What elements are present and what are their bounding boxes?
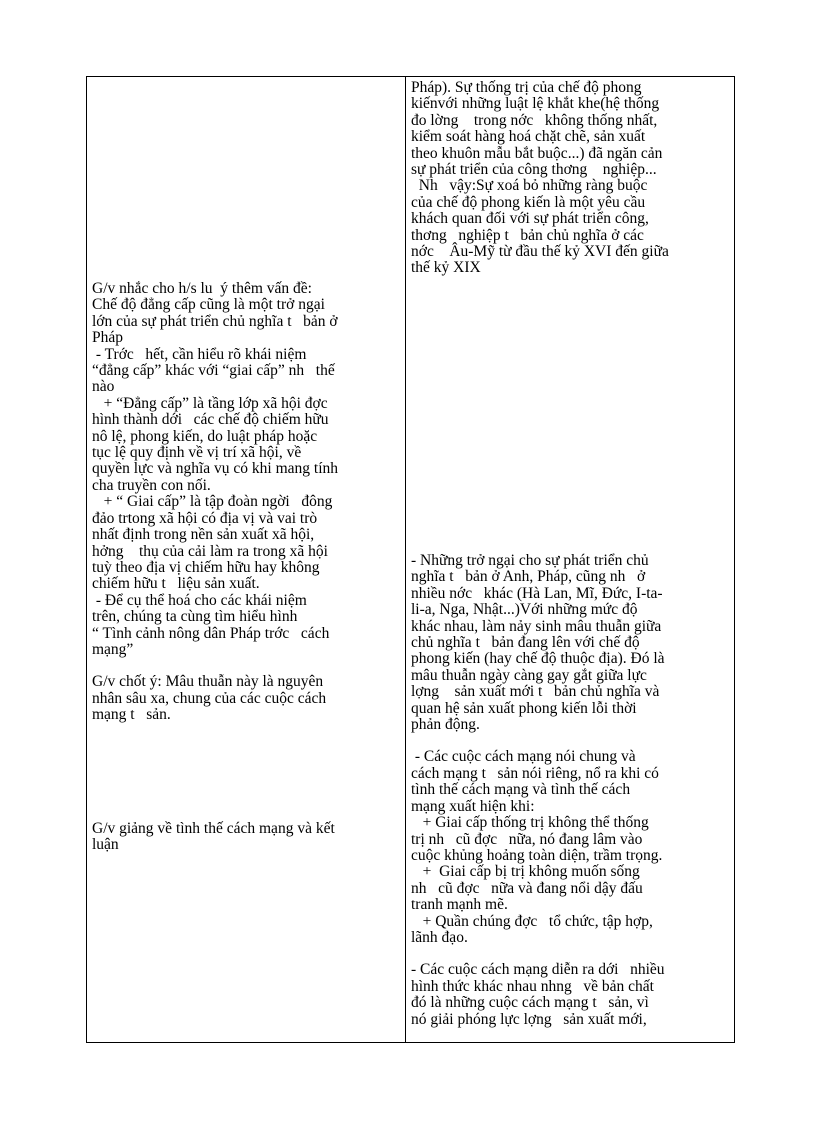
text-line: chủ nghĩa t bản đang lên với chế độ: [411, 634, 640, 652]
text-line: mạng t sản.: [92, 706, 171, 724]
blank-line: [92, 658, 400, 674]
text-line: trên, chúng ta cùng tìm hiểu hình: [92, 608, 298, 626]
text-line: sự phát triển của công thơng nghiệp...: [411, 161, 657, 179]
text-line: thơng nghiệp t bản chủ nghĩa ở các: [411, 226, 644, 244]
text-line: Nh vậy:Sự xoá bỏ những ràng buộc: [411, 177, 648, 195]
text-line: quan hệ sản xuất phong kiến lỗi thời: [411, 699, 637, 717]
text-line: tranh mạnh mẽ.: [411, 896, 508, 914]
text-line: lãnh đạo.: [411, 928, 468, 946]
text-line: hình thức khác nhau nhng về bản chất: [411, 977, 654, 995]
text-line: - Trớc hết, cần hiểu rõ khái niệm: [92, 345, 307, 363]
text-line: + Giai cấp thống trị không thể thống: [411, 814, 649, 832]
right-block-contradiction-situation: [411, 553, 729, 1028]
text-line: + “Đẳng cấp” là tầng lớp xã hội đợc: [92, 394, 328, 412]
text-line: cha truyền con nối.: [92, 476, 211, 494]
lesson-table: [86, 76, 735, 1043]
text-line: khách quan đối với sự phát triển công,: [411, 210, 649, 228]
text-line: phong kiến (hay chế độ thuộc địa). Đó là: [411, 650, 665, 668]
text-line: hởng thụ của cải làm ra trong xã hội: [92, 542, 328, 560]
text-line: - Những trở ngại cho sự phát triển chủ: [411, 552, 649, 569]
text-line: đó là những cuộc cách mạng t sản, vì: [411, 994, 649, 1012]
text-line: khác nhau, làm nảy sinh mâu thuẫn giữa: [411, 617, 662, 635]
text-line: mâu thuẫn ngày càng gay gắt giữa lực: [411, 666, 647, 684]
text-line: nớc Âu-Mỹ từ đầu thế kỷ XVI đến giữa: [411, 243, 669, 261]
text-line: “đẳng cấp” khác với “giai cấp” nh thế: [92, 362, 335, 380]
text-line: - Các cuộc cách mạng nói chung và: [411, 748, 636, 766]
right-block-feudal-obstacles: [411, 80, 729, 277]
text-line: nhân sâu xa, chung của các cuộc cách: [92, 689, 327, 707]
text-line: mạng xuất hiện khi:: [411, 797, 535, 815]
text-line: nhiều nớc khác (Hà Lan, Mĩ, Đức, I-ta-: [411, 584, 663, 602]
left-block-situation-note: [92, 821, 400, 854]
text-line: Pháp: [92, 329, 123, 347]
text-line: tình thế cách mạng và tình thế cách: [411, 781, 631, 799]
text-line: theo khuôn mẫu bắt buộc...) đã ngăn cản: [411, 144, 663, 162]
text-line: quyền lực và nghĩa vụ có khi mang tính: [92, 460, 339, 478]
text-line: nghĩa t bản ở Anh, Pháp, cũng nh ở: [411, 568, 646, 586]
blank-line: [411, 946, 729, 962]
text-line: G/v nhắc cho h/s lu ý thêm vấn đề:: [92, 280, 312, 297]
text-line: hình thành dới các chế độ chiếm hữu: [92, 411, 329, 429]
text-line: cách mạng t sản nói riêng, nổ ra khi có: [411, 764, 659, 782]
text-line: của chế độ phong kiến là một yêu cầu: [411, 193, 646, 211]
text-line: tục lệ quy định về vị trí xã hội, về: [92, 444, 302, 462]
text-line: kiếnvới những luật lệ khắt khe(hệ thống: [411, 95, 660, 113]
text-line: + Quần chúng đợc tổ chức, tập hợp,: [411, 912, 653, 930]
text-line: + Giai cấp bị trị không muốn sống: [411, 863, 640, 881]
text-line: + “ Giai cấp” là tập đoàn ngời đông: [92, 493, 333, 511]
text-line: mạng”: [92, 640, 134, 658]
column-divider: [405, 77, 406, 1042]
text-line: luận: [92, 836, 119, 854]
left-block-caste-note: [92, 281, 400, 724]
text-line: “ Tình cảnh nông dân Pháp trớc cách: [92, 624, 330, 642]
text-line: Pháp). Sự thống trị của chế độ phong: [411, 79, 642, 96]
blank-line: [411, 733, 729, 749]
text-line: nô lệ, phong kiến, do luật pháp hoặc: [92, 427, 318, 445]
text-line: trị nh cũ đợc nữa, nó đang lâm vào: [411, 830, 643, 848]
text-line: chiếm hữu t liệu sản xuất.: [92, 575, 260, 593]
text-line: li-a, Nga, Nhật...)Với những mức độ: [411, 601, 638, 619]
text-line: đảo trtong xã hội có địa vị và vai trò: [92, 509, 318, 527]
text-line: lợng sản xuất mới t bản chủ nghĩa và: [411, 683, 660, 701]
text-line: thế kỷ XIX: [411, 259, 481, 277]
text-line: đo lờng trong nớc không thống nhất,: [411, 111, 658, 129]
text-line: nào: [92, 378, 115, 396]
text-line: - Các cuộc cách mạng diễn ra dới nhiều: [411, 961, 665, 979]
text-line: Chế độ đẳng cấp cũng là một trở ngại: [92, 296, 325, 314]
text-line: G/v giảng về tình thế cách mạng và kết: [92, 820, 335, 837]
text-line: cuộc khủng hoảng toàn diện, trầm trọng.: [411, 846, 663, 864]
text-line: kiểm soát hàng hoá chặt chẽ, sản xuất: [411, 128, 646, 146]
text-line: tuỳ theo địa vị chiếm hữu hay không: [92, 558, 320, 576]
text-line: G/v chốt ý: Mâu thuẫn này là nguyên: [92, 673, 324, 691]
text-line: nhất định trong nền sản xuất xã hội,: [92, 526, 315, 544]
text-line: lớn của sự phát triển chủ nghĩa t bản ở: [92, 312, 338, 330]
text-line: nó giải phóng lực lợng sản xuất mới,: [411, 1010, 647, 1028]
text-line: - Để cụ thể hoá cho các khái niệm: [92, 591, 307, 609]
text-line: phản động.: [411, 716, 480, 734]
text-line: nh cũ đợc nữa và đang nổi dậy đấu: [411, 879, 643, 897]
